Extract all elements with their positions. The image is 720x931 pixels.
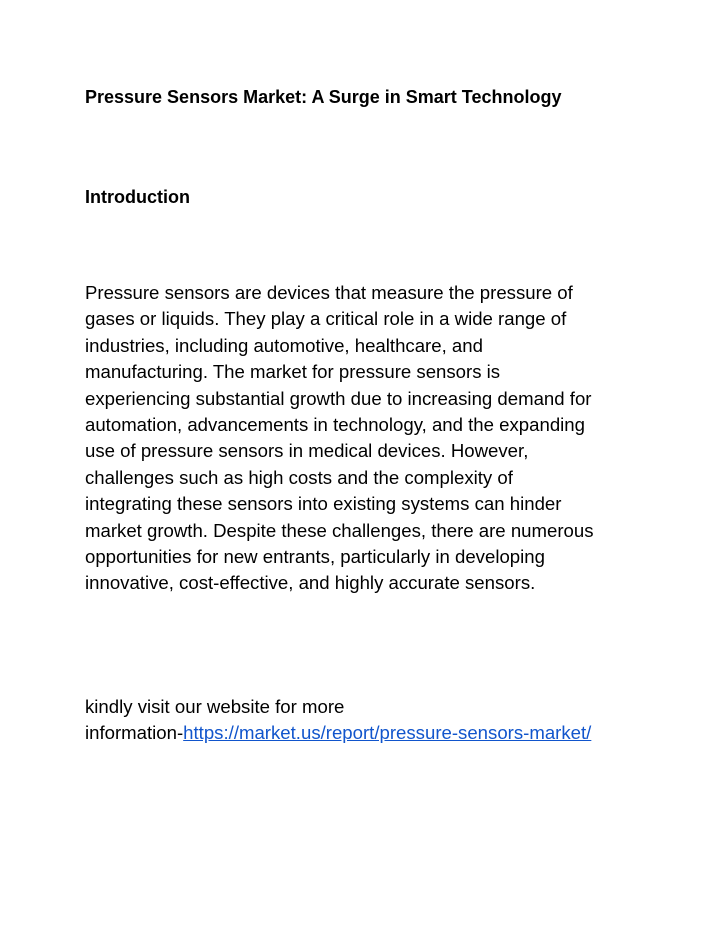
paragraph-line: Pressure sensors are devices that measure the pressure of [85,282,573,303]
paragraph-line: manufacturing. The market for pressure sensors is [85,361,501,383]
paragraph-line: innovative, cost-effective, and highly accurate sensors. [85,572,536,594]
paragraph-line: market growth. Despite these challenges, there are numerous [85,519,594,541]
paragraph-line: use of pressure sensors in medical devices. However, [85,440,529,462]
website-note [85,694,665,747]
paragraph-line: experiencing substantial growth due to increasing demand for [85,387,592,409]
introduction-paragraph [85,280,645,597]
paragraph-line: industries, including automotive, healthcare, and [85,334,483,356]
website-note-prefix: information- [85,722,184,744]
website-note-line [85,720,665,746]
website-note-line: kindly visit our website for more [85,696,345,717]
section-heading-introduction: Introduction [85,187,190,207]
website-link[interactable]: https://market.us/report/pressure-sensors-market/ [183,722,592,744]
paragraph-line: automation, advancements in technology, and the expanding [85,414,585,436]
paragraph-line: opportunities for new entrants, particularly in developing [85,546,545,568]
paragraph-line: challenges such as high costs and the complexity of [85,466,513,488]
document-title: Pressure Sensors Market: A Surge in Smart Technology [85,87,562,107]
paragraph-line: gases or liquids. They play a critical role in a wide range of [85,308,567,330]
paragraph-line: integrating these sensors into existing systems can hinder [85,493,562,515]
